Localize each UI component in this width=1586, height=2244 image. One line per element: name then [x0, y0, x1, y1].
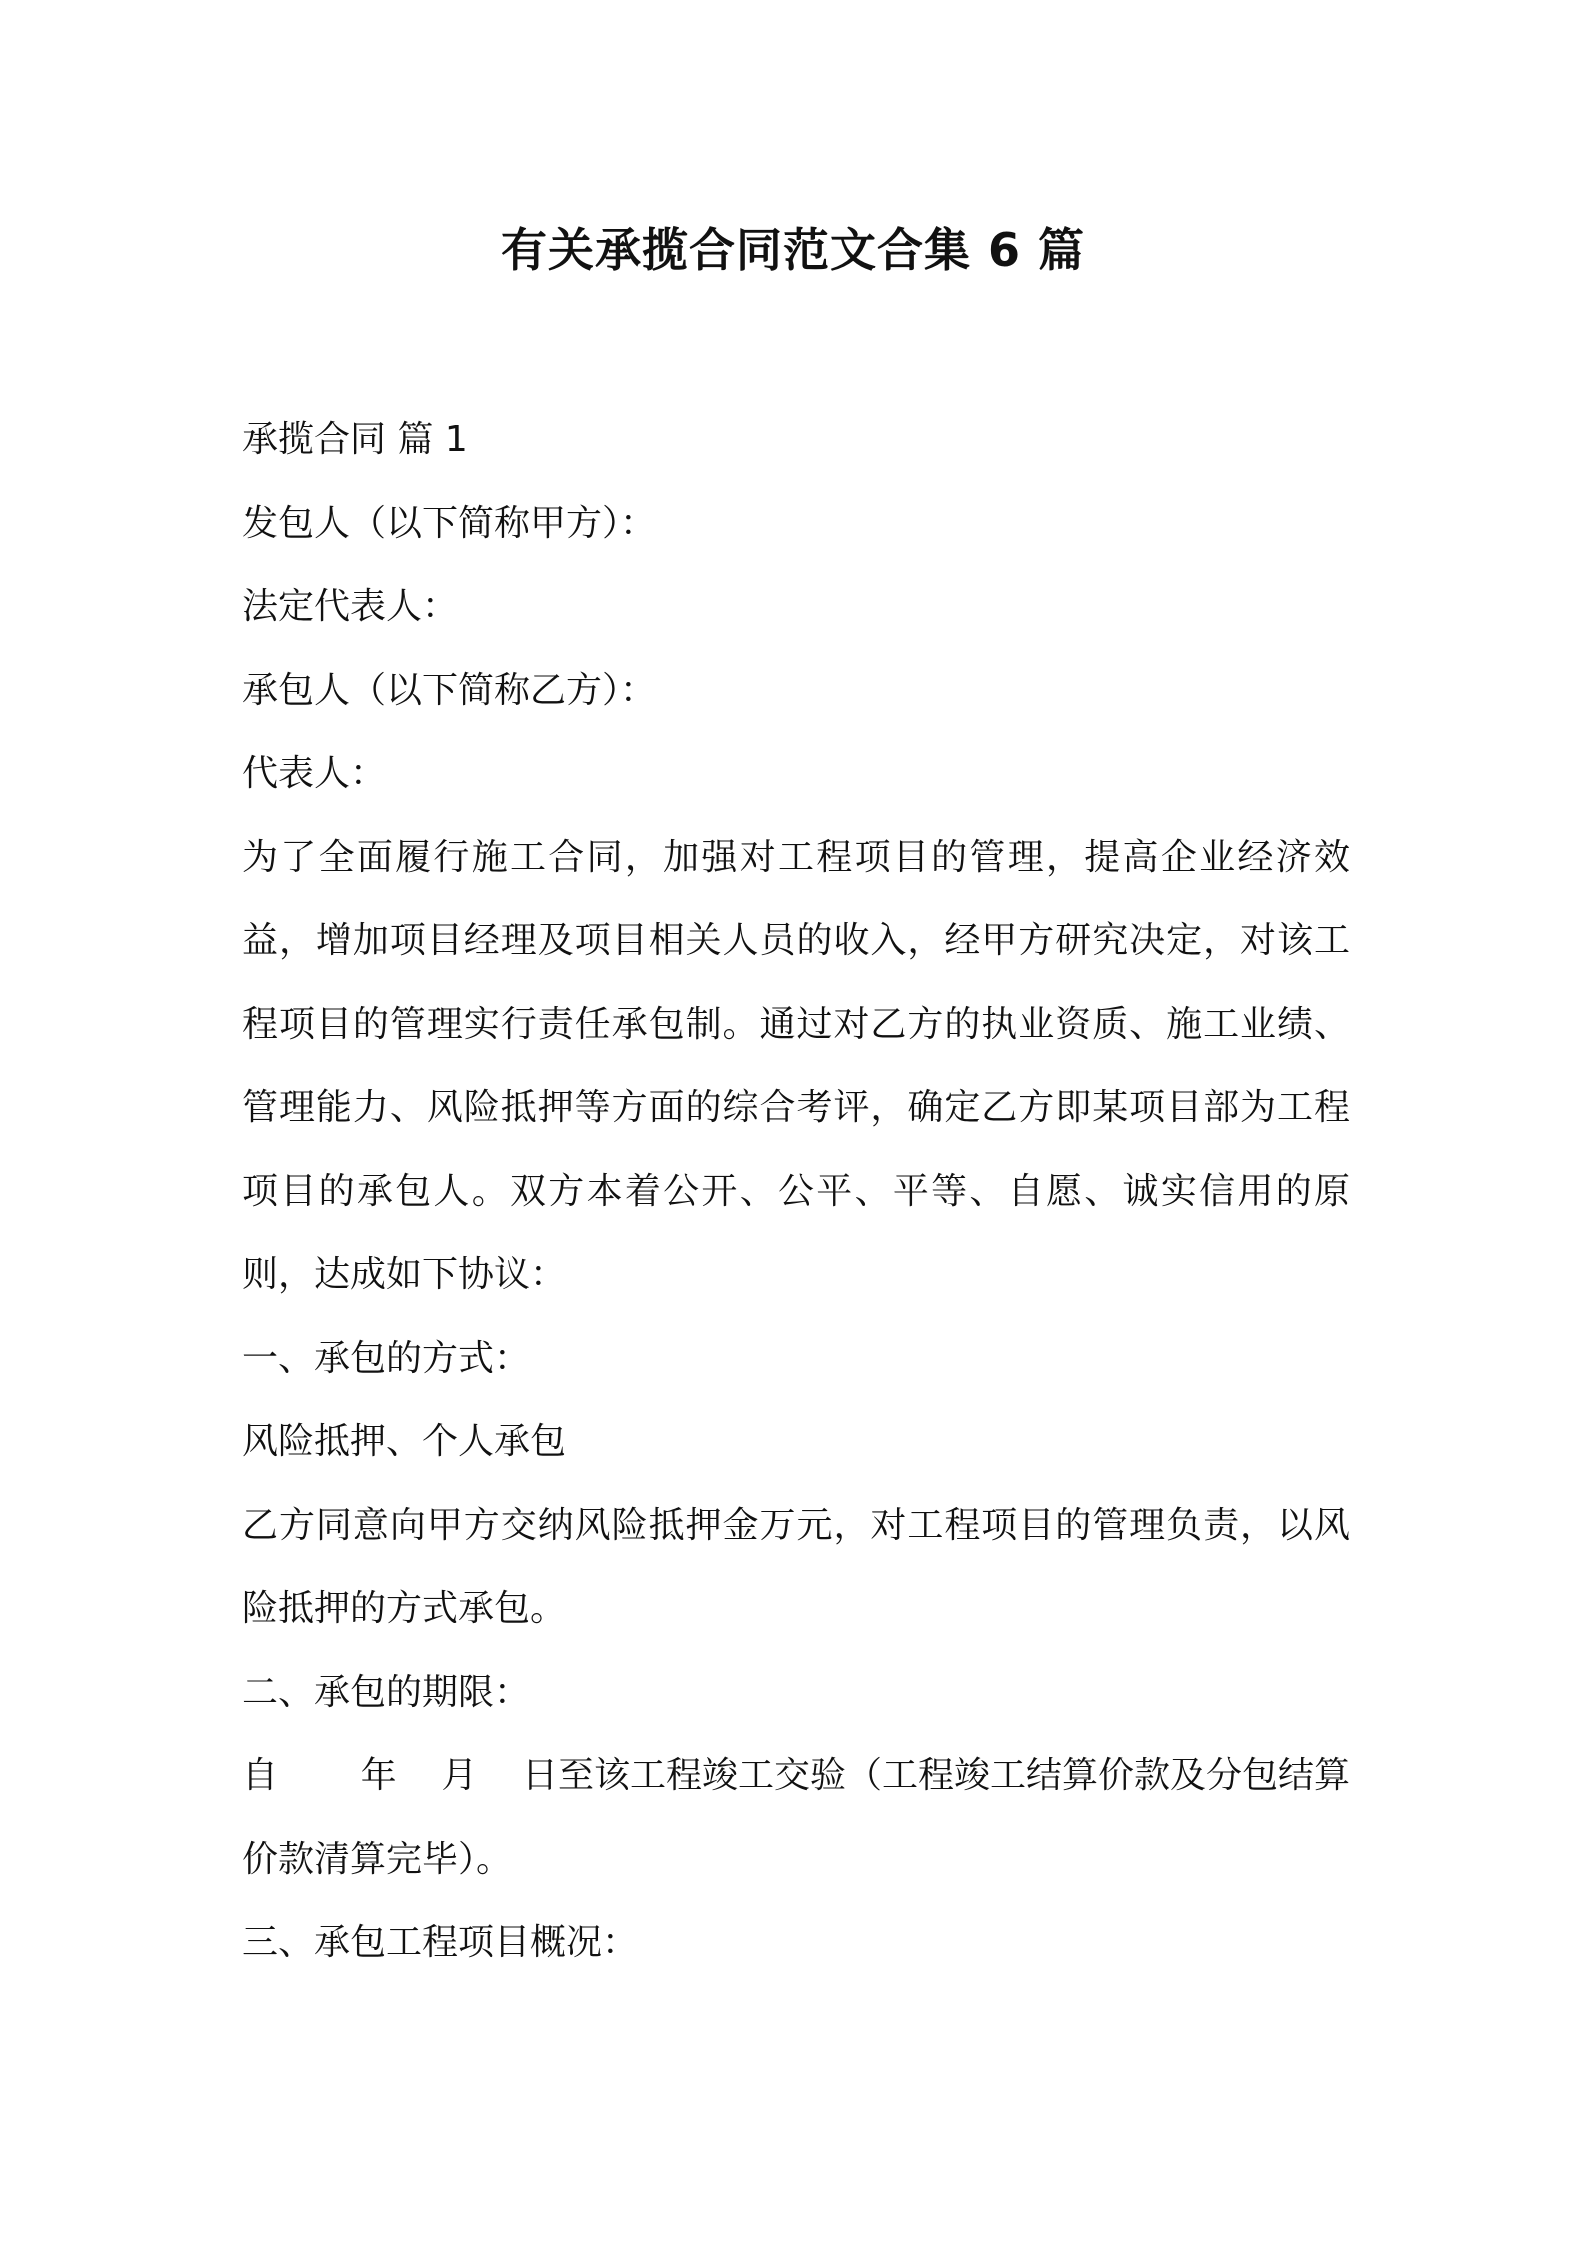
- date-from-label: 自: [242, 1755, 279, 1796]
- year-label: 年: [360, 1755, 397, 1796]
- document-body: [242, 398, 1350, 1985]
- party-a-line: 发包人（以下简称甲方）：: [242, 502, 657, 544]
- clause1-heading: 一、承包的方式：: [242, 1337, 531, 1379]
- clause1-paragraph: 乙方同意向甲方交纳风险抵押金万元，对工程项目的管理负责，以风险抵押的方式承包。: [242, 1504, 1350, 1629]
- intro-paragraph: 为了全面履行施工合同，加强对工程项目的管理，提高企业经济效益，增加项目经理及项目相关人员的收入，经甲方研究决定，对该工程项目的管理实行责任承包制。通过对乙方的执业资质、施工业绩、管理能力、风险抵押等方面的综合考评，确定乙方即某项目部为工程项目的承包人。双方本着公开、公平、平等、自愿、诚实信用的原则，达成如下协议：: [242, 836, 1350, 1295]
- day-rest-text: 日至该工程竣工交验（工程竣工结算价款及分包结算: [521, 1755, 1350, 1796]
- clause2-date-line: [242, 1734, 1350, 1818]
- section-heading: 承揽合同 篇 1: [242, 419, 468, 460]
- document-title: 有关承揽合同范文合集 6 篇: [500, 223, 1086, 277]
- clause1-method: 风险抵押、个人承包: [242, 1421, 567, 1462]
- month-label: 月: [441, 1755, 478, 1796]
- representative-line: 代表人：: [242, 753, 387, 794]
- clause2-heading: 二、承包的期限：: [242, 1671, 531, 1713]
- legal-rep-line: 法定代表人：: [242, 586, 459, 627]
- clause2-tail: 价款清算完毕）。: [242, 1838, 513, 1880]
- clause3-heading: 三、承包工程项目概况：: [242, 1922, 639, 1963]
- party-b-line: 承包人（以下简称乙方）：: [242, 669, 657, 711]
